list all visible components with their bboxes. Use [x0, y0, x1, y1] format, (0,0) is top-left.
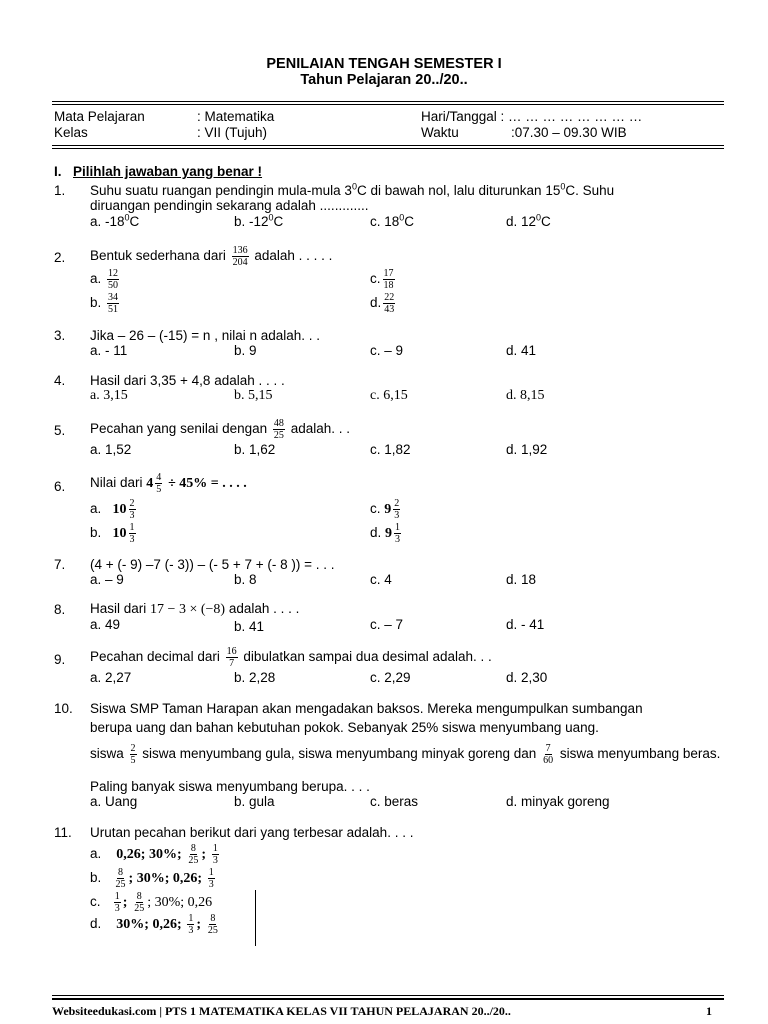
q4-option-c[interactable]: c. 6,15: [370, 388, 408, 403]
day-date-label: Hari/Tanggal :: [421, 109, 509, 124]
q9-fraction: $\frac{16}{7}$: [226, 646, 237, 669]
q3-option-b[interactable]: b. 9: [234, 343, 257, 358]
question-number-4: 4.: [54, 373, 66, 388]
q2-option-a[interactable]: a. $\frac{12}{50}$: [90, 268, 119, 291]
q11-option-c[interactable]: c. $\frac{1}{3}$ ; $\frac{8}{25}$ ; 30%; 0,26: [90, 891, 213, 914]
q2-fraction: $\frac{136}{204}$: [232, 245, 248, 268]
question-4-text: Hasil dari 3,35 + 4,8 adalah . . . .: [90, 373, 285, 388]
question-number-10: 10.: [54, 701, 73, 716]
q1-text-part: Suhu suatu ruangan pendingin mula-mula $3^0C$ di bawah nol, lalu diturunkan $15^0C$. Suhu: [90, 181, 615, 198]
q6-option-d[interactable]: d. 9 $\frac{1}{3}$: [370, 522, 401, 545]
q1-option-a[interactable]: a. $-18^0C$: [90, 212, 140, 229]
section-title: Pilihlah jawaban yang benar !: [73, 164, 263, 179]
day-date-field: [421, 109, 642, 124]
time-value: :07.30 – 09.30 WIB: [511, 125, 627, 140]
page-number: 1: [706, 1004, 712, 1018]
q11-option-b[interactable]: b. $\frac{8}{25}$ ; 30%; 0,26; $\frac{1}{3}$: [90, 867, 214, 890]
question-10-line-1: Siswa SMP Taman Harapan akan mengadakan baksos. Mereka mengumpulkan sumbangan: [90, 701, 643, 716]
q1-option-b[interactable]: b. $-12^0C$: [234, 212, 284, 229]
question-number-11: 11.: [54, 825, 72, 840]
subject-value: : Matematika: [197, 109, 275, 124]
question-number-7: 7.: [54, 557, 66, 572]
q11-option-a[interactable]: a. 0,26; 30%; $\frac{8}{25}$ ; $\frac{1}{3}$: [90, 843, 218, 866]
q5-option-b[interactable]: b. 1,62: [234, 442, 276, 457]
question-number-9: 9.: [54, 652, 66, 667]
q7-option-c[interactable]: c. 4: [370, 572, 392, 587]
question-10-line-3: siswa $\frac{2}{5}$ siswa menyumbang gula, siswa menyumbang minyak goreng dan $\frac{7}{60}$ siswa menyumbang beras.: [90, 742, 721, 766]
q7-option-b[interactable]: b. 8: [234, 572, 257, 587]
header-divider-bottom-1: [52, 145, 724, 146]
header-divider-top-1: [52, 101, 724, 102]
question-number-3: 3.: [54, 328, 66, 343]
question-10-line-4: Paling banyak siswa menyumbang berupa. . . .: [90, 779, 370, 794]
question-3-text: Jika – 26 – (-15) = n , nilai n adalah. . .: [90, 328, 321, 343]
q8-option-b[interactable]: b. 41: [234, 619, 265, 634]
question-1-line-1: [90, 183, 724, 198]
q9-option-d[interactable]: d. 2,30: [506, 670, 548, 685]
question-number-8: 8.: [54, 602, 66, 617]
question-6-text: Nilai dari 4 $\frac{4}{5}$ ÷ 45% = . . . .: [90, 472, 247, 495]
question-1-line-2: diruangan pendingin sekarang adalah .............: [90, 198, 369, 213]
class-value: : VII (Tujuh): [197, 125, 268, 140]
q9-option-b[interactable]: b. 2,28: [234, 670, 276, 685]
q1-option-d[interactable]: d. $12^0C$: [506, 212, 551, 229]
q7-option-d[interactable]: d. 18: [506, 572, 537, 587]
footer-divider-1: [52, 995, 724, 996]
q6-option-b[interactable]: b. 10 $\frac{1}{3}$: [90, 522, 135, 545]
q5-option-d[interactable]: d. 1,92: [506, 442, 548, 457]
day-date-value: … … … … … … … …: [508, 109, 643, 124]
q10-fraction-beras: $\frac{7}{60}$: [543, 742, 554, 766]
q9-option-a[interactable]: a. 2,27: [90, 670, 132, 685]
q10-option-d[interactable]: d. minyak goreng: [506, 794, 610, 809]
question-number-6: 6.: [54, 479, 66, 494]
q5-option-c[interactable]: c. 1,82: [370, 442, 411, 457]
q5-fraction: $\frac{48}{25}$: [273, 418, 284, 441]
q3-option-c[interactable]: c. – 9: [370, 343, 404, 358]
q10-option-a[interactable]: a. Uang: [90, 794, 138, 809]
q5-option-a[interactable]: a. 1,52: [90, 442, 132, 457]
question-7-text: (4 + (- 9) –7 (- 3)) – (- 5 + 7 + (- 8 )) = . . .: [90, 557, 335, 572]
q3-option-d[interactable]: d. 41: [506, 343, 537, 358]
question-11-text: Urutan pecahan berikut dari yang terbesar adalah. . . .: [90, 825, 414, 840]
question-9-text: Pecahan decimal dari $\frac{16}{7}$ dibulatkan sampai dua desimal adalah. . .: [90, 646, 492, 669]
question-2-text: Bentuk sederhana dari $\frac{136}{204}$ adalah . . . . .: [90, 245, 333, 268]
page-title: PENILAIAN TENGAH SEMESTER I: [266, 56, 502, 72]
footer-text: Websiteedukasi.com | PTS 1 MATEMATIKA KELAS VII TAHUN PELAJARAN 20../20..: [52, 1004, 511, 1018]
q10-option-b[interactable]: b. gula: [234, 794, 275, 809]
q1-option-c[interactable]: c. $18^0C$: [370, 212, 415, 229]
q4-option-b[interactable]: b. 5,15: [234, 388, 273, 403]
class-label: Kelas: [54, 125, 88, 140]
page-subtitle: Tahun Pelajaran 20../20..: [300, 72, 468, 88]
q6-option-a[interactable]: a. 10 $\frac{2}{3}$: [90, 498, 135, 521]
question-5-text: Pecahan yang senilai dengan $\frac{48}{25}$ adalah. . .: [90, 418, 350, 441]
question-10-line-2: berupa uang dan bahan kebutuhan pokok. Sebanyak 25% siswa menyumbang uang.: [90, 720, 599, 735]
footer-divider-2: [52, 998, 724, 1000]
q2-option-d[interactable]: d. $\frac{22}{43}$: [370, 292, 395, 315]
q2-option-c[interactable]: c. $\frac{17}{18}$: [370, 268, 394, 291]
scan-artifact-line: [255, 890, 256, 946]
question-number-2: 2.: [54, 250, 66, 265]
q9-option-c[interactable]: c. 2,29: [370, 670, 411, 685]
question-number-1: 1.: [54, 183, 66, 198]
q4-option-a[interactable]: a. 3,15: [90, 388, 128, 403]
header-divider-top-2: [52, 104, 724, 105]
q10-fraction-gula: $\frac{2}{5}$: [130, 742, 136, 766]
q8-option-c[interactable]: c. – 7: [370, 617, 404, 632]
q7-option-a[interactable]: a. – 9: [90, 572, 124, 587]
q6-option-c[interactable]: c. 9 $\frac{2}{3}$: [370, 498, 400, 521]
header-divider-bottom-2: [52, 148, 724, 149]
q8-option-d[interactable]: d. - 41: [506, 617, 545, 632]
q4-option-d[interactable]: d. 8,15: [506, 388, 545, 403]
q10-option-c[interactable]: c. beras: [370, 794, 419, 809]
q11-option-d[interactable]: d. 30%; 0,26; $\frac{1}{3}$ ; $\frac{8}{25}$: [90, 913, 218, 936]
question-number-5: 5.: [54, 423, 66, 438]
question-8-text: Hasil dari 17 − 3 × (−8) adalah . . . .: [90, 601, 300, 617]
subject-label: Mata Pelajaran: [54, 109, 145, 124]
q8-option-a[interactable]: a. 49: [90, 617, 121, 632]
q3-option-a[interactable]: a. - 11: [90, 343, 128, 358]
q2-option-b[interactable]: b. $\frac{34}{51}$: [90, 292, 119, 315]
section-number: I.: [54, 164, 62, 179]
time-label: Waktu: [421, 125, 459, 140]
